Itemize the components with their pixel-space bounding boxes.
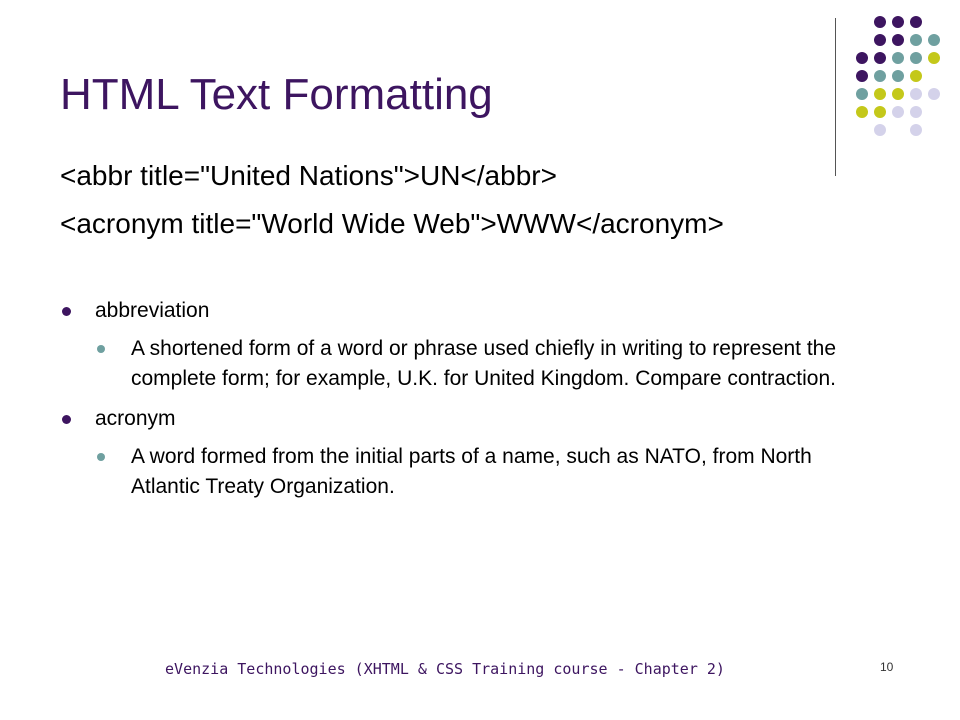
decorative-dot	[928, 34, 940, 46]
bullet-dot-icon	[62, 307, 71, 316]
sub-bullet-item-abbreviation-definition	[95, 334, 851, 394]
bullet-term: acronym	[95, 407, 176, 430]
slide-title: HTML Text Formatting	[60, 70, 493, 119]
decorative-dot	[910, 88, 922, 100]
decorative-dot	[856, 52, 868, 64]
sub-bullet-text: A word formed from the initial parts of a name, such as NATO, from North Atlantic Treaty Organization.	[131, 445, 812, 498]
decorative-dot	[892, 16, 904, 28]
bullet-term: abbreviation	[95, 299, 210, 322]
sub-bullet-text: A shortened form of a word or phrase used chiefly in writing to represent the complete form; for example, U.K. for United Kingdom. Compare contraction.	[131, 337, 837, 390]
bullet-list	[60, 296, 860, 512]
decorative-dot	[856, 70, 868, 82]
decorative-dot	[856, 88, 868, 100]
decorative-dot	[910, 106, 922, 118]
decorative-dot	[928, 88, 940, 100]
decorative-dot	[910, 34, 922, 46]
slide-footer: eVenzia Technologies (XHTML & CSS Training course - Chapter 2)	[165, 660, 725, 678]
decorative-dot	[910, 70, 922, 82]
decorative-dot	[874, 16, 886, 28]
decorative-dot	[892, 70, 904, 82]
bullet-item-acronym	[60, 404, 860, 434]
decorative-dot	[892, 34, 904, 46]
sub-bullet-item-acronym-definition	[95, 442, 851, 502]
decorative-dot	[892, 88, 904, 100]
sub-bullet-dot-icon	[97, 345, 105, 353]
decorative-dot	[910, 16, 922, 28]
code-example-acronym: <acronym title="World Wide Web">WWW</acronym>	[60, 208, 724, 239]
decorative-dot	[910, 124, 922, 136]
decorative-dot	[874, 52, 886, 64]
decorative-dot	[928, 52, 940, 64]
page-number: 10	[880, 660, 894, 674]
sub-bullet-dot-icon	[97, 453, 105, 461]
decorative-dot	[856, 106, 868, 118]
decorative-dot	[874, 88, 886, 100]
decorative-dot	[874, 70, 886, 82]
decorative-dot	[874, 124, 886, 136]
decorative-dot	[910, 52, 922, 64]
decorative-dot	[874, 106, 886, 118]
decorative-dot	[892, 106, 904, 118]
decorative-dot	[892, 52, 904, 64]
bullet-item-abbreviation	[60, 296, 860, 326]
bullet-dot-icon	[62, 415, 71, 424]
code-example-abbr: <abbr title="United Nations">UN</abbr>	[60, 160, 557, 191]
decorative-dot	[874, 34, 886, 46]
